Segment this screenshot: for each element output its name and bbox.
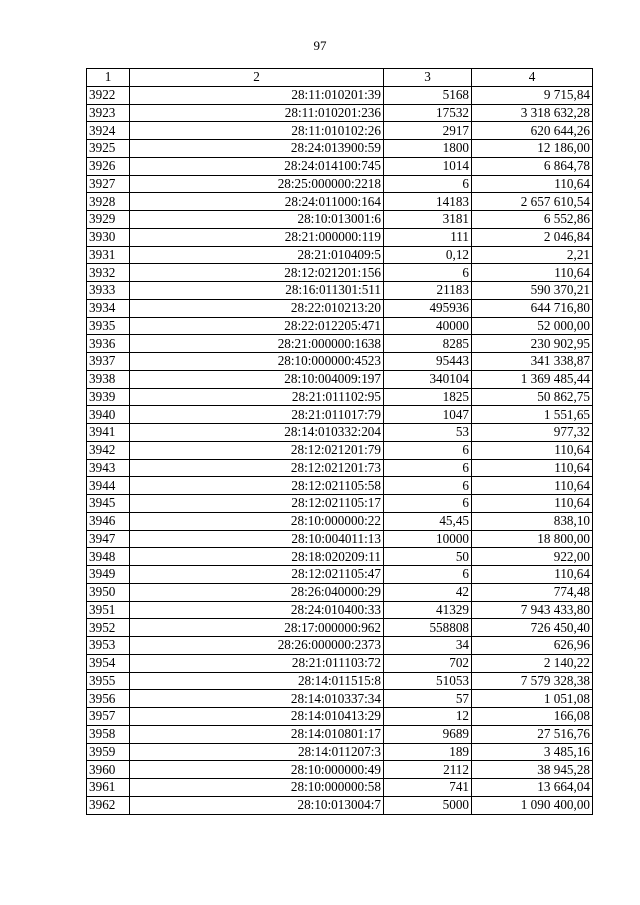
table-row: [87, 353, 593, 371]
row-number-cell: 3926: [87, 157, 130, 175]
cadastral-number-cell: 28:14:010413:29: [130, 708, 384, 726]
row-number-cell: 3942: [87, 441, 130, 459]
row-number-cell: 3947: [87, 530, 130, 548]
row-number-cell: 3924: [87, 122, 130, 140]
value-cell: 774,48: [472, 583, 593, 601]
cadastral-number-cell: 28:21:000000:119: [130, 228, 384, 246]
cadastral-number-cell: 28:26:040000:29: [130, 583, 384, 601]
value-cell: 13 664,04: [472, 779, 593, 797]
area-cell: 45,45: [384, 512, 472, 530]
cadastral-number-cell: 28:25:000000:2218: [130, 175, 384, 193]
value-cell: 12 186,00: [472, 140, 593, 158]
cadastral-number-cell: 28:10:013004:7: [130, 796, 384, 814]
row-number-cell: 3943: [87, 459, 130, 477]
cadastral-number-cell: 28:21:011017:79: [130, 406, 384, 424]
table-row: [87, 193, 593, 211]
area-cell: 51053: [384, 672, 472, 690]
value-cell: 726 450,40: [472, 619, 593, 637]
row-number-cell: 3936: [87, 335, 130, 353]
cadastral-number-cell: 28:10:013001:6: [130, 211, 384, 229]
row-number-cell: 3956: [87, 690, 130, 708]
row-number-cell: 3961: [87, 779, 130, 797]
cadastral-number-cell: 28:14:011207:3: [130, 743, 384, 761]
area-cell: 5168: [384, 86, 472, 104]
area-cell: 189: [384, 743, 472, 761]
table-row: [87, 619, 593, 637]
area-cell: 6: [384, 566, 472, 584]
cadastral-number-cell: 28:11:010201:236: [130, 104, 384, 122]
row-number-cell: 3948: [87, 548, 130, 566]
page-number: 97: [313, 38, 327, 53]
area-cell: 17532: [384, 104, 472, 122]
row-number-cell: 3950: [87, 583, 130, 601]
table-row: [87, 637, 593, 655]
table-row: [87, 282, 593, 300]
row-number-cell: 3959: [87, 743, 130, 761]
row-number-cell: 3932: [87, 264, 130, 282]
table-row: [87, 140, 593, 158]
cadastral-number-cell: 28:11:010102:26: [130, 122, 384, 140]
value-cell: 620 644,26: [472, 122, 593, 140]
row-number-cell: 3945: [87, 495, 130, 513]
value-cell: 230 902,95: [472, 335, 593, 353]
row-number-cell: 3944: [87, 477, 130, 495]
area-cell: 10000: [384, 530, 472, 548]
data-table: [86, 68, 593, 815]
area-cell: 0,12: [384, 246, 472, 264]
cadastral-number-cell: 28:10:004009:197: [130, 370, 384, 388]
cadastral-number-cell: 28:10:000000:22: [130, 512, 384, 530]
cadastral-number-cell: 28:10:000000:4523: [130, 353, 384, 371]
row-number-cell: 3939: [87, 388, 130, 406]
cadastral-number-cell: 28:21:011102:95: [130, 388, 384, 406]
area-cell: 702: [384, 654, 472, 672]
value-cell: 27 516,76: [472, 725, 593, 743]
table-row: [87, 743, 593, 761]
table-row: [87, 388, 593, 406]
table-row: [87, 672, 593, 690]
cadastral-number-cell: 28:17:000000:962: [130, 619, 384, 637]
value-cell: 3 318 632,28: [472, 104, 593, 122]
table-row: [87, 512, 593, 530]
table-row: [87, 370, 593, 388]
value-cell: 590 370,21: [472, 282, 593, 300]
cadastral-number-cell: 28:10:000000:49: [130, 761, 384, 779]
cadastral-number-cell: 28:21:000000:1638: [130, 335, 384, 353]
table-row: [87, 477, 593, 495]
cadastral-number-cell: 28:16:011301:511: [130, 282, 384, 300]
cadastral-number-cell: 28:14:011515:8: [130, 672, 384, 690]
area-cell: 21183: [384, 282, 472, 300]
table-row: [87, 708, 593, 726]
area-cell: 495936: [384, 299, 472, 317]
row-number-cell: 3952: [87, 619, 130, 637]
column-header-1: 1: [87, 69, 130, 87]
area-cell: 1047: [384, 406, 472, 424]
cadastral-number-cell: 28:12:021105:47: [130, 566, 384, 584]
row-number-cell: 3940: [87, 406, 130, 424]
value-cell: 7 943 433,80: [472, 601, 593, 619]
row-number-cell: 3954: [87, 654, 130, 672]
row-number-cell: 3935: [87, 317, 130, 335]
table-row: [87, 299, 593, 317]
cadastral-number-cell: 28:22:012205:471: [130, 317, 384, 335]
area-cell: 111: [384, 228, 472, 246]
table-row: [87, 779, 593, 797]
value-cell: 838,10: [472, 512, 593, 530]
table-row: [87, 317, 593, 335]
cadastral-number-cell: 28:18:020209:11: [130, 548, 384, 566]
row-number-cell: 3930: [87, 228, 130, 246]
area-cell: 6: [384, 441, 472, 459]
table-row: [87, 566, 593, 584]
area-cell: 8285: [384, 335, 472, 353]
cadastral-number-cell: 28:14:010801:17: [130, 725, 384, 743]
value-cell: 110,64: [472, 477, 593, 495]
row-number-cell: 3922: [87, 86, 130, 104]
area-cell: 57: [384, 690, 472, 708]
table-row: [87, 211, 593, 229]
table-body: [87, 86, 593, 814]
cadastral-number-cell: 28:11:010201:39: [130, 86, 384, 104]
value-cell: 1 051,08: [472, 690, 593, 708]
value-cell: 1 090 400,00: [472, 796, 593, 814]
area-cell: 53: [384, 424, 472, 442]
table-row: [87, 122, 593, 140]
value-cell: 50 862,75: [472, 388, 593, 406]
cadastral-number-cell: 28:24:013900:59: [130, 140, 384, 158]
area-cell: 14183: [384, 193, 472, 211]
table-row: [87, 157, 593, 175]
table-row: [87, 459, 593, 477]
value-cell: 977,32: [472, 424, 593, 442]
row-number-cell: 3934: [87, 299, 130, 317]
row-number-cell: 3958: [87, 725, 130, 743]
cadastral-number-cell: 28:26:000000:2373: [130, 637, 384, 655]
row-number-cell: 3949: [87, 566, 130, 584]
table-row: [87, 601, 593, 619]
area-cell: 558808: [384, 619, 472, 637]
value-cell: 2 046,84: [472, 228, 593, 246]
row-number-cell: 3955: [87, 672, 130, 690]
row-number-cell: 3927: [87, 175, 130, 193]
area-cell: 40000: [384, 317, 472, 335]
row-number-cell: 3929: [87, 211, 130, 229]
value-cell: 6 552,86: [472, 211, 593, 229]
area-cell: 1825: [384, 388, 472, 406]
area-cell: 6: [384, 459, 472, 477]
value-cell: 341 338,87: [472, 353, 593, 371]
table-row: [87, 406, 593, 424]
value-cell: 644 716,80: [472, 299, 593, 317]
value-cell: 2,21: [472, 246, 593, 264]
area-cell: 95443: [384, 353, 472, 371]
area-cell: 2112: [384, 761, 472, 779]
cadastral-number-cell: 28:21:011103:72: [130, 654, 384, 672]
area-cell: 41329: [384, 601, 472, 619]
value-cell: 18 800,00: [472, 530, 593, 548]
table-row: [87, 264, 593, 282]
value-cell: 3 485,16: [472, 743, 593, 761]
area-cell: 2917: [384, 122, 472, 140]
row-number-cell: 3925: [87, 140, 130, 158]
value-cell: 7 579 328,38: [472, 672, 593, 690]
row-number-cell: 3923: [87, 104, 130, 122]
cadastral-number-cell: 28:10:004011:13: [130, 530, 384, 548]
value-cell: 38 945,28: [472, 761, 593, 779]
table-row: [87, 761, 593, 779]
column-header-2: 2: [130, 69, 384, 87]
cadastral-number-cell: 28:24:014100:745: [130, 157, 384, 175]
row-number-cell: 3928: [87, 193, 130, 211]
value-cell: 2 140,22: [472, 654, 593, 672]
table-row: [87, 654, 593, 672]
area-cell: 741: [384, 779, 472, 797]
value-cell: 52 000,00: [472, 317, 593, 335]
cadastral-number-cell: 28:24:010400:33: [130, 601, 384, 619]
area-cell: 6: [384, 175, 472, 193]
area-cell: 3181: [384, 211, 472, 229]
cadastral-number-cell: 28:22:010213:20: [130, 299, 384, 317]
row-number-cell: 3957: [87, 708, 130, 726]
table-row: [87, 548, 593, 566]
row-number-cell: 3951: [87, 601, 130, 619]
table-row: [87, 583, 593, 601]
cadastral-number-cell: 28:12:021105:17: [130, 495, 384, 513]
table-row: [87, 530, 593, 548]
value-cell: 110,64: [472, 175, 593, 193]
value-cell: 110,64: [472, 566, 593, 584]
cadastral-number-cell: 28:10:000000:58: [130, 779, 384, 797]
area-cell: 9689: [384, 725, 472, 743]
value-cell: 1 369 485,44: [472, 370, 593, 388]
table-row: [87, 690, 593, 708]
value-cell: 2 657 610,54: [472, 193, 593, 211]
table-row: [87, 86, 593, 104]
area-cell: 12: [384, 708, 472, 726]
value-cell: 922,00: [472, 548, 593, 566]
row-number-cell: 3933: [87, 282, 130, 300]
area-cell: 1014: [384, 157, 472, 175]
cadastral-number-cell: 28:12:021201:73: [130, 459, 384, 477]
cadastral-number-cell: 28:12:021201:79: [130, 441, 384, 459]
value-cell: 1 551,65: [472, 406, 593, 424]
value-cell: 9 715,84: [472, 86, 593, 104]
row-number-cell: 3946: [87, 512, 130, 530]
area-cell: 50: [384, 548, 472, 566]
cadastral-number-cell: 28:14:010337:34: [130, 690, 384, 708]
table-row: [87, 441, 593, 459]
table-row: [87, 246, 593, 264]
row-number-cell: 3938: [87, 370, 130, 388]
value-cell: 110,64: [472, 495, 593, 513]
area-cell: 6: [384, 495, 472, 513]
table-row: [87, 725, 593, 743]
area-cell: 42: [384, 583, 472, 601]
row-number-cell: 3937: [87, 353, 130, 371]
table-row: [87, 175, 593, 193]
row-number-cell: 3941: [87, 424, 130, 442]
row-number-cell: 3962: [87, 796, 130, 814]
table-row: [87, 495, 593, 513]
area-cell: 1800: [384, 140, 472, 158]
row-number-cell: 3953: [87, 637, 130, 655]
area-cell: 34: [384, 637, 472, 655]
table-header-row: [87, 69, 593, 87]
row-number-cell: 3931: [87, 246, 130, 264]
cadastral-number-cell: 28:12:021105:58: [130, 477, 384, 495]
value-cell: 110,64: [472, 459, 593, 477]
value-cell: 626,96: [472, 637, 593, 655]
value-cell: 110,64: [472, 441, 593, 459]
column-header-3: 3: [384, 69, 472, 87]
area-cell: 6: [384, 477, 472, 495]
value-cell: 110,64: [472, 264, 593, 282]
table-row: [87, 104, 593, 122]
cadastral-number-cell: 28:21:010409:5: [130, 246, 384, 264]
table-row: [87, 796, 593, 814]
column-header-4: 4: [472, 69, 593, 87]
cadastral-number-cell: 28:14:010332:204: [130, 424, 384, 442]
table-row: [87, 228, 593, 246]
cadastral-number-cell: 28:12:021201:156: [130, 264, 384, 282]
area-cell: 5000: [384, 796, 472, 814]
area-cell: 6: [384, 264, 472, 282]
table-row: [87, 424, 593, 442]
row-number-cell: 3960: [87, 761, 130, 779]
cadastral-number-cell: 28:24:011000:164: [130, 193, 384, 211]
value-cell: 166,08: [472, 708, 593, 726]
value-cell: 6 864,78: [472, 157, 593, 175]
table-row: [87, 335, 593, 353]
area-cell: 340104: [384, 370, 472, 388]
